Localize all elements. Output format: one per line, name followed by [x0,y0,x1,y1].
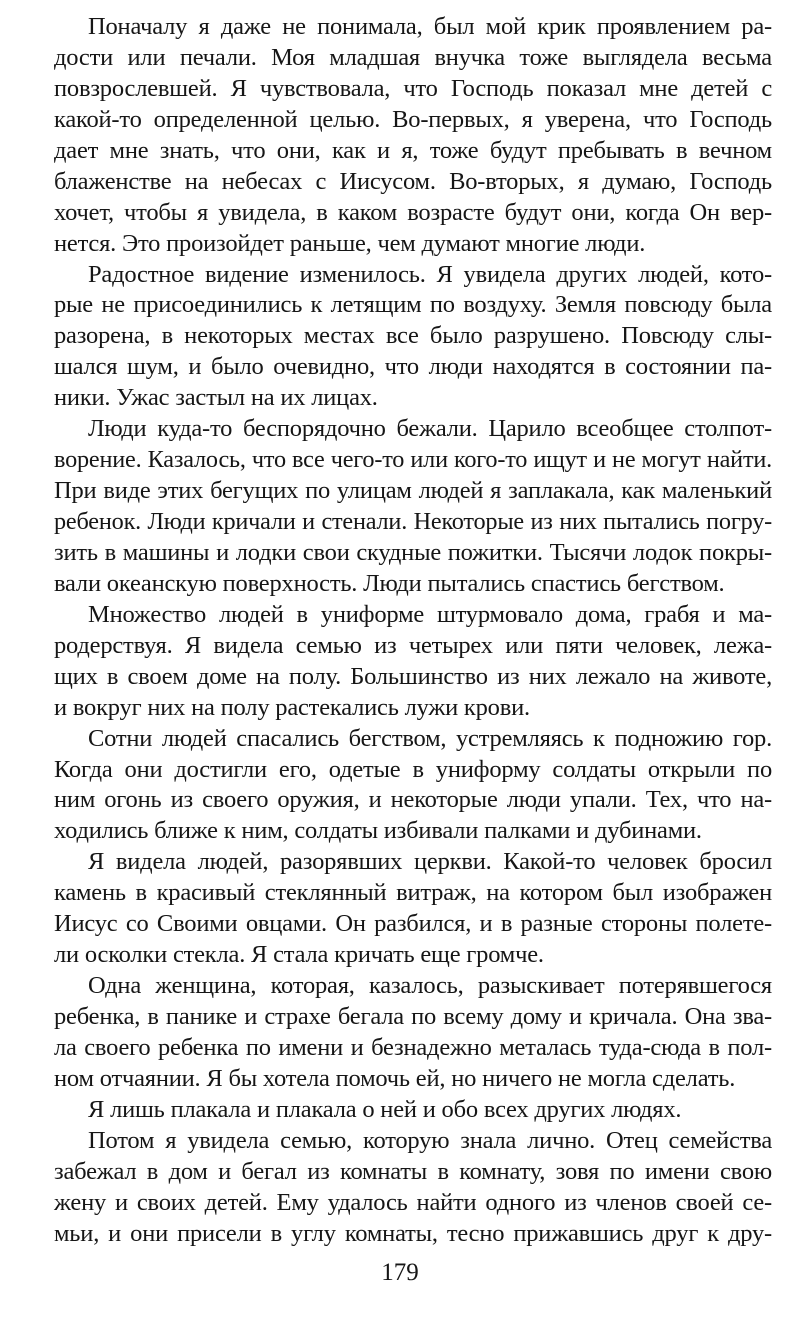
text-line: ли осколки стекла. Я стала кричать еще громче. [54,941,544,969]
text-line: щих в своем доме на полу. Большинство из них лежало на животе, [54,662,772,690]
text-line: Я видела людей, разорявших церкви. Какой-то человек бросил [88,848,772,876]
page-number: 179 [381,1259,419,1286]
text-line: Радостное видение изменилось. Я увидела других людей, кото- [88,260,772,288]
text-line: Люди куда-то беспорядочно бежали. Царило всеобщее столпот- [88,415,772,443]
text-line: ном отчаянии. Я бы хотела помочь ей, но ничего не могла сделать. [54,1064,736,1092]
text-line: ним огонь из своего оружия, и некоторые люди упали. Тех, что на- [54,786,772,814]
text-line: какой-то определенной целью. Во-первых, я уверена, что Господь [54,105,772,133]
text-line: и вокруг них на полу растекались лужи крови. [54,693,530,721]
body-text [54,12,772,1250]
text-line: ребенок. Люди кричали и стенали. Некоторые из них пытались погру- [54,508,772,535]
text-line: блаженстве на небесах с Иисусом. Во-вторых, я думаю, Господь [54,167,772,195]
text-line: ники. Ужас застыл на их лицах. [54,384,378,412]
text-line: вали океанскую поверхность. Люди пытались спастись бегством. [54,569,725,597]
text-line: шался шум, и было очевидно, что люди находятся в состоянии па- [54,353,772,381]
text-line: Я лишь плакала и плакала о ней и обо всех других людях. [88,1095,682,1123]
text-line: Иисус со Своими овцами. Он разбился, и в разные стороны полете- [54,910,772,938]
text-line: ворение. Казалось, что все чего-то или кого-то ищут и не могут найти. [54,446,772,474]
text-line: Одна женщина, которая, казалось, разыскивает потерявшегося [88,972,772,1000]
text-line: зить в машины и лодки свои скудные пожитки. Тысячи лодок покры- [54,538,772,566]
text-line: камень в красивый стеклянный витраж, на котором был изображен [54,879,772,907]
text-line: ла своего ребенка по имени и безнадежно металась туда-сюда в пол- [54,1033,772,1061]
text-line: Когда они достигли его, одетые в униформу солдаты открыли по [54,755,772,783]
text-line: Множество людей в униформе штурмовало дома, грабя и ма- [88,600,772,628]
text-line: нется. Это произойдет раньше, чем думают многие люди. [54,229,646,257]
text-line: Поначалу я даже не понимала, был мой крик проявлением ра- [88,13,772,40]
text-line: дает мне знать, что они, как и я, тоже будут пребывать в вечном [54,136,772,164]
text-line: ходились ближе к ним, солдаты избивали палками и дубинами. [54,817,702,845]
text-line: родерствуя. Я видела семью из четырех или пяти человек, лежа- [54,631,772,659]
text-line: жену и своих детей. Ему удалось найти одного из членов своей се- [54,1188,772,1216]
text-line: мьи, и они присели в углу комнаты, тесно прижавшись друг к дру- [54,1219,772,1247]
text-line: повзрослевшей. Я чувствовала, что Господь показал мне детей с [54,74,772,102]
text-line: разорена, в некоторых местах все было разрушено. Повсюду слы- [54,322,772,350]
text-line: Потом я увидела семью, которую знала лично. Отец семейства [88,1126,772,1154]
text-line: рые не присоединились к летящим по воздуху. Земля повсюду была [54,291,772,319]
text-line: хочет, чтобы я увидела, в каком возрасте будут они, когда Он вер- [54,198,772,226]
text-line: дости или печали. Моя младшая внучка тоже выглядела весьма [54,43,772,71]
text-line: При виде этих бегущих по улицам людей я заплакала, как маленький [54,477,772,505]
text-line: Сотни людей спасались бегством, устремляясь к подножию гор. [88,724,772,752]
text-line: ребенка, в панике и страхе бегала по всему дому и кричала. Она зва- [54,1003,772,1030]
text-line: забежал в дом и бегал из комнаты в комнату, зовя по имени свою [54,1157,772,1185]
